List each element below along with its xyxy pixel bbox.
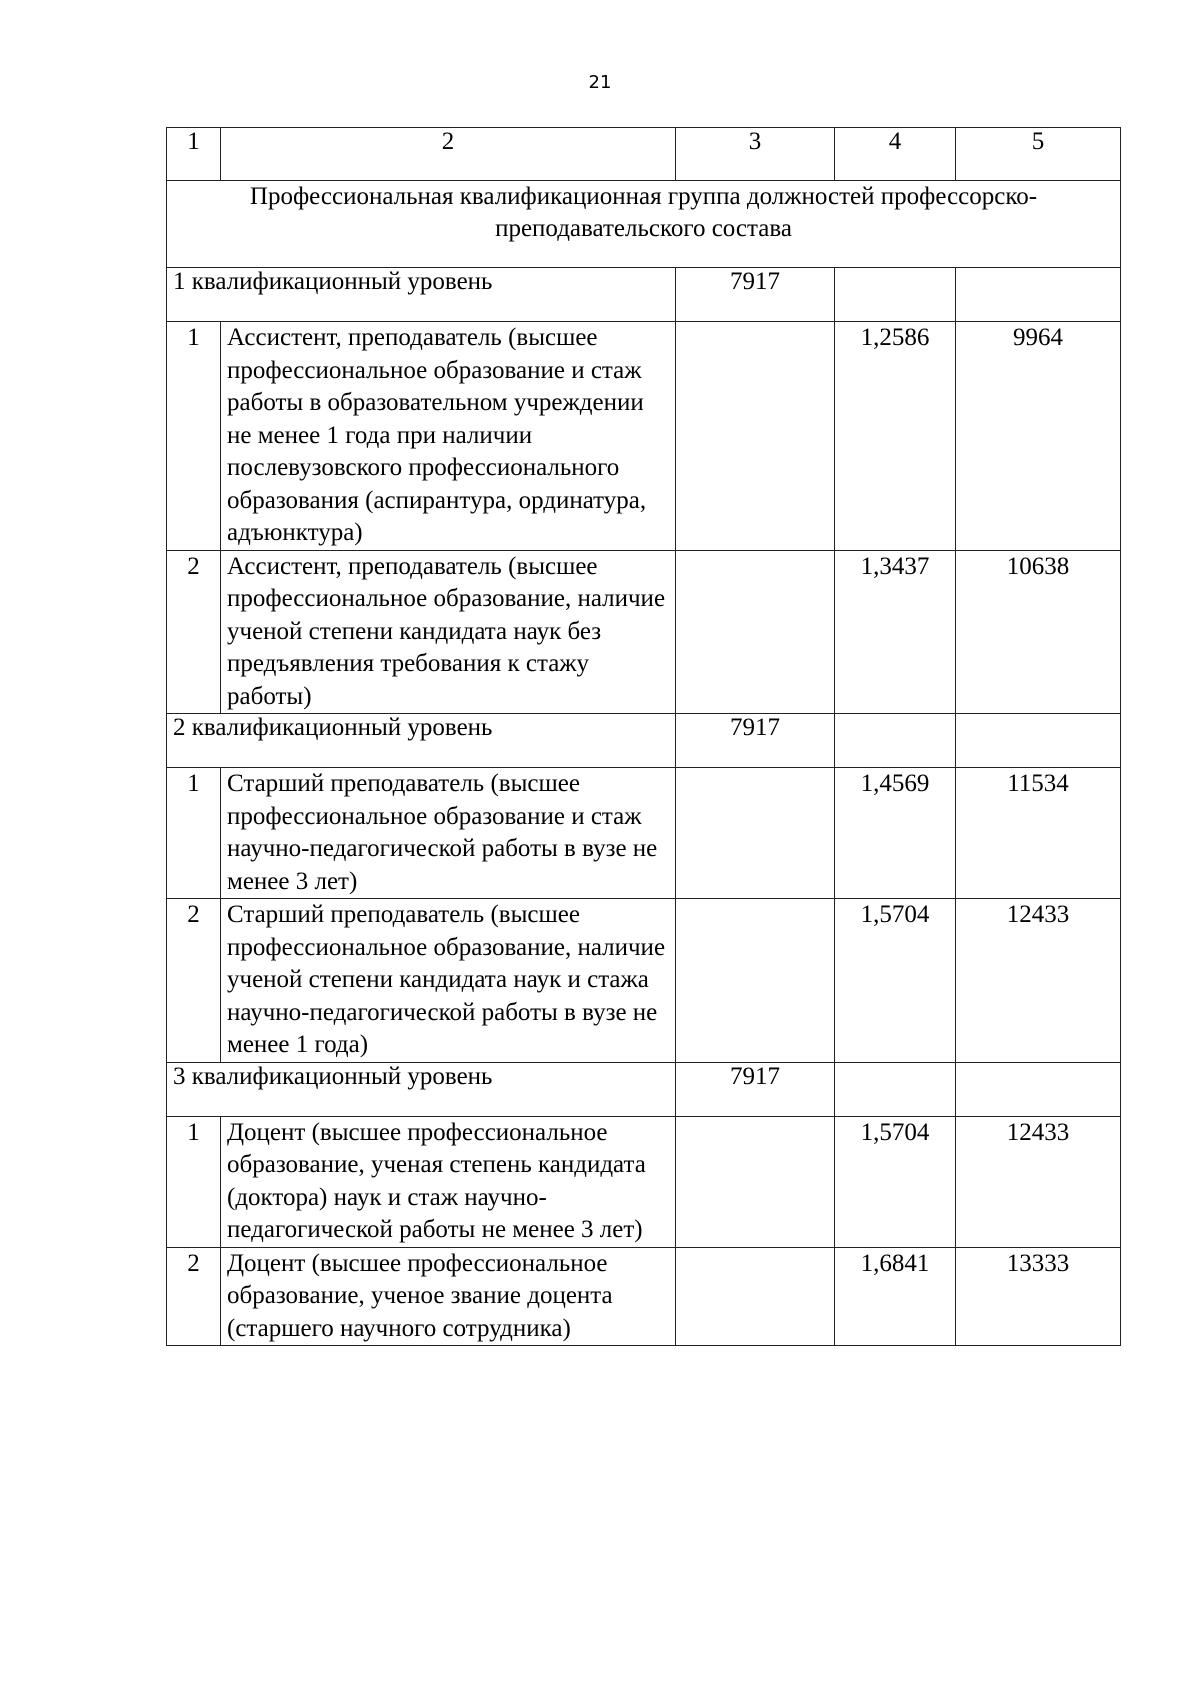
level-label: 2 квалификационный уровень: [167, 714, 676, 768]
coefficient: 1,2586: [835, 322, 956, 551]
coefficient: 1,5704: [835, 899, 956, 1063]
group-title: Профессиональная квалификационная группа должностей профессорско-преподавательского состава: [167, 181, 1121, 268]
position-description: Ассистент, преподаватель (высшее профессиональное образование, наличие ученой степени кандидата наук без предъявления требования к стажу работы): [221, 550, 676, 714]
table-row: [167, 899, 1121, 1063]
level-label: 1 квалификационный уровень: [167, 268, 676, 322]
salary: 13333: [956, 1247, 1121, 1346]
row-number: 2: [167, 899, 221, 1063]
column-header: 1: [167, 128, 221, 181]
level-row: [167, 714, 1121, 768]
table-row: [167, 1116, 1121, 1247]
empty-cell: [676, 322, 835, 551]
table-row: [167, 550, 1121, 714]
column-header: 5: [956, 128, 1121, 181]
page-number: 21: [588, 72, 612, 93]
empty-cell: [676, 1116, 835, 1247]
row-number: 1: [167, 768, 221, 899]
group-title-row: [167, 181, 1121, 268]
empty-cell: [676, 899, 835, 1063]
empty-cell: [835, 1062, 956, 1116]
level-row: [167, 1062, 1121, 1116]
empty-cell: [676, 1247, 835, 1346]
coefficient: 1,4569: [835, 768, 956, 899]
table-header-row: [167, 128, 1121, 181]
position-description: Ассистент, преподаватель (высшее профессиональное образование и стаж работы в образовательном учреждении не менее 1 года при наличии послевузовского профессионального образования (аспирантура, ординатура, адъюнктура): [221, 322, 676, 551]
position-description: Доцент (высшее профессиональное образование, ученое звание доцента (старшего научного сотрудника): [221, 1247, 676, 1346]
empty-cell: [676, 768, 835, 899]
row-number: 2: [167, 1247, 221, 1346]
table-row: [167, 322, 1121, 551]
table-row: [167, 768, 1121, 899]
salary-table: [166, 127, 1121, 1346]
table-row: [167, 1247, 1121, 1346]
row-number: 1: [167, 1116, 221, 1247]
salary: 11534: [956, 768, 1121, 899]
column-header: 4: [835, 128, 956, 181]
position-description: Старший преподаватель (высшее профессиональное образование и стаж научно-педагогической работы в вузе не менее 3 лет): [221, 768, 676, 899]
coefficient: 1,3437: [835, 550, 956, 714]
row-number: 1: [167, 322, 221, 551]
salary: 12433: [956, 1116, 1121, 1247]
empty-cell: [956, 714, 1121, 768]
column-header: 2: [221, 128, 676, 181]
level-base-salary: 7917: [676, 268, 835, 322]
coefficient: 1,6841: [835, 1247, 956, 1346]
row-number: 2: [167, 550, 221, 714]
level-label: 3 квалификационный уровень: [167, 1062, 676, 1116]
salary: 12433: [956, 899, 1121, 1063]
empty-cell: [956, 1062, 1121, 1116]
salary: 9964: [956, 322, 1121, 551]
level-base-salary: 7917: [676, 714, 835, 768]
empty-cell: [956, 268, 1121, 322]
salary: 10638: [956, 550, 1121, 714]
position-description: Старший преподаватель (высшее профессиональное образование, наличие ученой степени кандидата наук и стажа научно-педагогической работы в вузе не менее 1 года): [221, 899, 676, 1063]
level-base-salary: 7917: [676, 1062, 835, 1116]
level-row: [167, 268, 1121, 322]
empty-cell: [835, 714, 956, 768]
coefficient: 1,5704: [835, 1116, 956, 1247]
empty-cell: [835, 268, 956, 322]
column-header: 3: [676, 128, 835, 181]
position-description: Доцент (высшее профессиональное образование, ученая степень кандидата (доктора) наук и стаж научно-педагогической работы не менее 3 лет): [221, 1116, 676, 1247]
empty-cell: [676, 550, 835, 714]
